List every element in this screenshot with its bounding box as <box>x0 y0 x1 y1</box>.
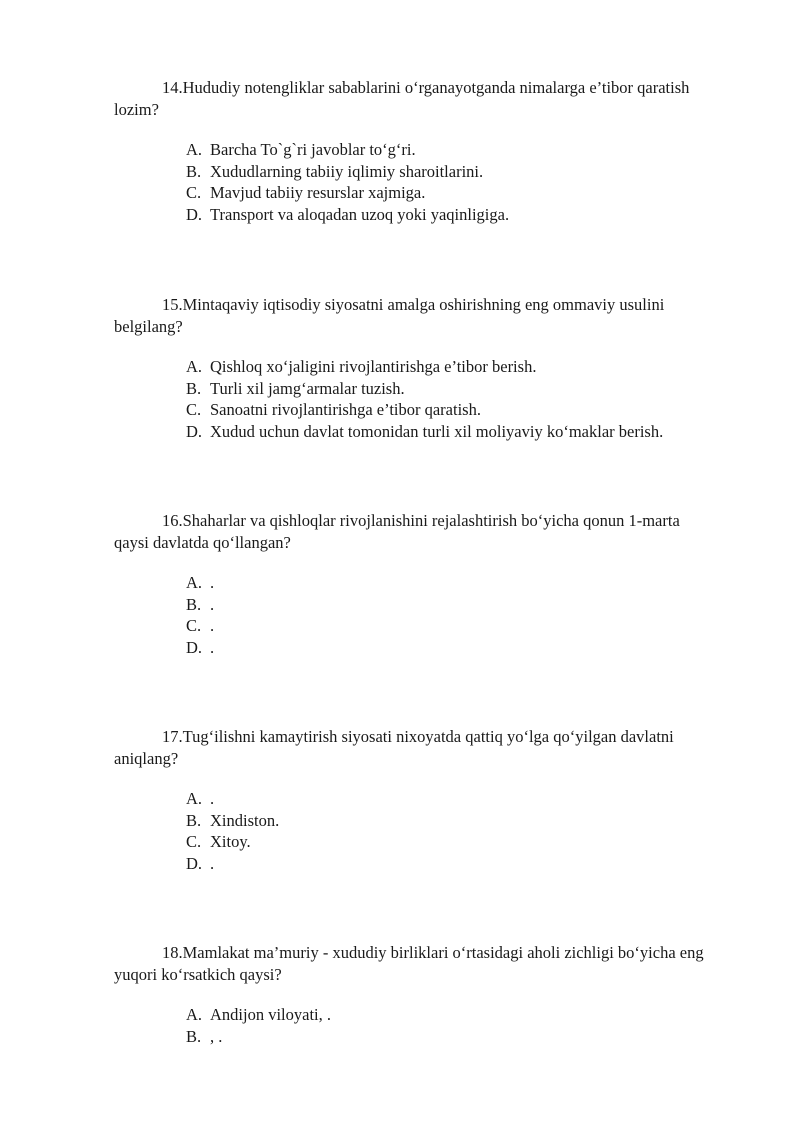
answer-option-d <box>114 853 714 875</box>
question-16 <box>114 510 714 658</box>
option-letter: B. <box>186 161 202 181</box>
answer-option-b <box>114 594 714 616</box>
question-text: 17.Tug‘ilishni kamaytirish siyosati nixoyatda qattiq yo‘lga qo‘yilgan davlatni aniqlang? <box>114 727 674 768</box>
option-text: . <box>210 616 215 635</box>
option-text: Turli xil jamg‘armalar tuzish. <box>210 378 405 398</box>
option-letter: A. <box>186 1005 203 1024</box>
question-14 <box>114 77 714 225</box>
answer-option-c <box>114 831 714 853</box>
question-text: 16.Shaharlar va qishloqlar rivojlanishini rejalashtirish bo‘yicha qonun 1-marta qaysi davlatda qo‘llangan? <box>114 511 680 552</box>
option-letter: C. <box>186 183 202 202</box>
option-text: Transport va aloqadan uzoq yoki yaqinligiga. <box>210 204 510 224</box>
option-letter: B. <box>186 1026 202 1046</box>
answer-option-b <box>114 378 714 400</box>
option-text: . <box>210 853 215 873</box>
answer-option-a <box>114 788 714 810</box>
answer-option-a <box>114 139 714 161</box>
option-letter: B. <box>186 594 202 614</box>
answer-option-d <box>114 204 714 226</box>
option-letter: A. <box>186 140 203 159</box>
answer-option-c <box>114 399 714 421</box>
option-letter: D. <box>186 421 203 441</box>
question-17 <box>114 726 714 874</box>
answer-option-a <box>114 572 714 594</box>
option-letter: A. <box>186 357 203 376</box>
option-text: Xitoy. <box>210 832 251 851</box>
answer-options <box>114 356 714 442</box>
question-text: 15.Mintaqaviy iqtisodiy siyosatni amalga oshirishning eng ommaviy usulini belgilang? <box>114 295 665 336</box>
option-letter: A. <box>186 573 203 592</box>
option-text: Qishloq xo‘jaligini rivojlantirishga e’tibor berish. <box>210 357 537 376</box>
option-text: Sanoatni rivojlantirishga e’tibor qaratish. <box>210 400 481 419</box>
option-text: . <box>210 573 215 592</box>
option-text: Xududlarning tabiiy iqlimiy sharoitlarini. <box>210 161 484 181</box>
option-text: . <box>210 637 215 657</box>
option-letter: B. <box>186 378 202 398</box>
option-text: . <box>210 789 215 808</box>
option-text: Barcha To`g`ri javoblar to‘g‘ri. <box>210 140 416 159</box>
option-letter: C. <box>186 400 202 419</box>
answer-options <box>114 139 714 225</box>
answer-option-b <box>114 161 714 183</box>
option-text: . <box>210 594 215 614</box>
answer-option-a <box>114 1004 714 1026</box>
option-text: , . <box>210 1026 223 1046</box>
option-text: Mavjud tabiiy resurslar xajmiga. <box>210 183 426 202</box>
option-letter: D. <box>186 853 203 873</box>
option-text: Xudud uchun davlat tomonidan turli xil moliyaviy ko‘maklar berish. <box>210 421 664 441</box>
answer-option-c <box>114 182 714 204</box>
answer-option-d <box>114 637 714 659</box>
answer-options <box>114 788 714 874</box>
question-text: 18.Mamlakat ma’muriy - xududiy birliklari o‘rtasidagi aholi zichligi bo‘yicha eng yuqori ko‘rsatkich qaysi? <box>114 943 704 984</box>
answer-option-c <box>114 615 714 637</box>
answer-option-d <box>114 421 714 443</box>
answer-option-b <box>114 1026 714 1048</box>
answer-options <box>114 572 714 658</box>
question-15 <box>114 294 714 442</box>
question-18 <box>114 942 714 1047</box>
option-text: Xindiston. <box>210 810 280 830</box>
answer-option-b <box>114 810 714 832</box>
option-letter: B. <box>186 810 202 830</box>
option-letter: D. <box>186 637 203 657</box>
question-text: 14.Hududiy notengliklar sabablarini o‘rganayotganda nimalarga e’tibor qaratish lozim? <box>114 78 690 119</box>
option-letter: C. <box>186 616 202 635</box>
option-text: Andijon viloyati, . <box>210 1005 331 1024</box>
option-letter: C. <box>186 832 202 851</box>
option-letter: A. <box>186 789 203 808</box>
option-letter: D. <box>186 204 203 224</box>
answer-option-a <box>114 356 714 378</box>
answer-options <box>114 1004 714 1047</box>
